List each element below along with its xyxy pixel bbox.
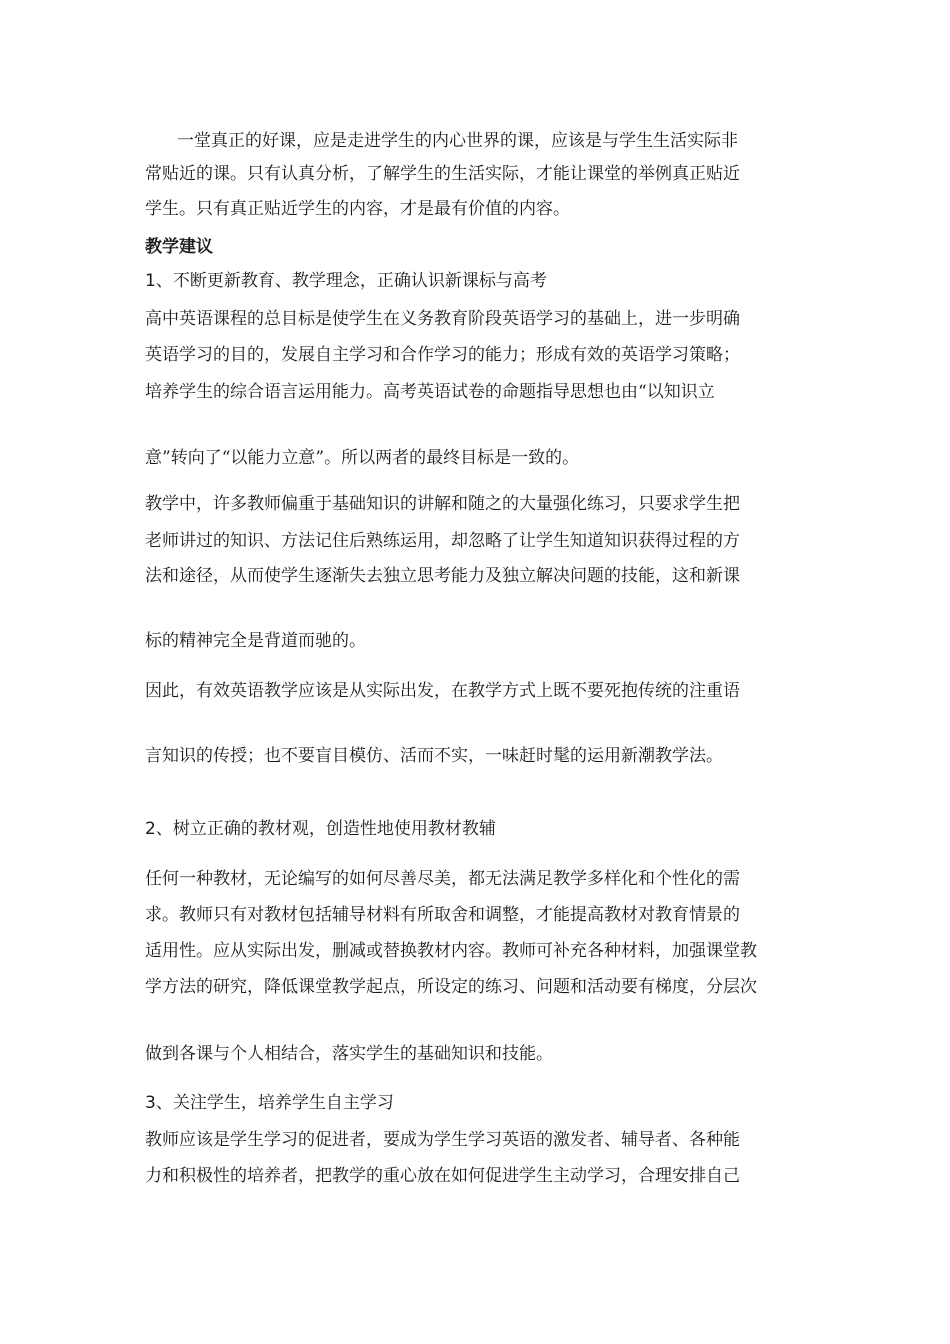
paragraph-line: 做到各课与个人相结合，落实学生的基础知识和技能。 <box>145 1044 553 1064</box>
section-3-heading: 3、关注学生，培养学生自主学习 <box>145 1093 394 1113</box>
intro-line: 学生。只有真正贴近学生的内容，才是最有价值的内容。 <box>145 199 570 219</box>
intro-line: 一堂真正的好课，应是走进学生的内心世界的课，应该是与学生生活实际非 <box>177 131 738 151</box>
section-title: 教学建议 <box>145 237 213 257</box>
paragraph-line: 高中英语课程的总目标是使学生在义务教育阶段英语学习的基础上，进一步明确 <box>145 309 740 329</box>
paragraph-line: 学方法的研究，降低课堂教学起点，所设定的练习、问题和活动要有梯度，分层次 <box>145 977 757 997</box>
paragraph-line: 培养学生的综合语言运用能力。高考英语试卷的命题指导思想也由“以知识立 <box>145 382 715 402</box>
section-1-heading: 1、不断更新教育、教学理念，正确认识新课标与高考 <box>145 271 547 291</box>
paragraph-line: 因此，有效英语教学应该是从实际出发，在教学方式上既不要死抱传统的注重语 <box>145 681 740 701</box>
paragraph-line: 教学中，许多教师偏重于基础知识的讲解和随之的大量强化练习，只要求学生把 <box>145 494 740 514</box>
paragraph-line: 法和途径，从而使学生逐渐失去独立思考能力及独立解决问题的技能，这和新课 <box>145 566 740 586</box>
section-2-heading: 2、树立正确的教材观，创造性地使用教材教辅 <box>145 819 496 839</box>
paragraph-line: 教师应该是学生学习的促进者，要成为学生学习英语的激发者、辅导者、各种能 <box>145 1130 740 1150</box>
paragraph-line: 力和积极性的培养者，把教学的重心放在如何促进学生主动学习，合理安排自己 <box>145 1166 740 1186</box>
intro-line: 常贴近的课。只有认真分析，了解学生的生活实际，才能让课堂的举例真正贴近 <box>145 164 740 184</box>
paragraph-line: 老师讲过的知识、方法记住后熟练运用，却忽略了让学生知道知识获得过程的方 <box>145 531 740 551</box>
paragraph-line: 英语学习的目的，发展自主学习和合作学习的能力；形成有效的英语学习策略； <box>145 345 740 365</box>
paragraph-line: 求。教师只有对教材包括辅导材料有所取舍和调整，才能提高教材对教育情景的 <box>145 905 740 925</box>
paragraph-line: 任何一种教材，无论编写的如何尽善尽美，都无法满足教学多样化和个性化的需 <box>145 869 740 889</box>
paragraph-line: 标的精神完全是背道而驰的。 <box>145 631 366 651</box>
paragraph-line: 言知识的传授；也不要盲目模仿、活而不实，一味赶时髦的运用新潮教学法。 <box>145 746 723 766</box>
paragraph-line: 意”转向了“以能力立意”。所以两者的最终目标是一致的。 <box>145 448 580 468</box>
paragraph-line: 适用性。应从实际出发，删减或替换教材内容。教师可补充各种材料，加强课堂教 <box>145 941 757 961</box>
